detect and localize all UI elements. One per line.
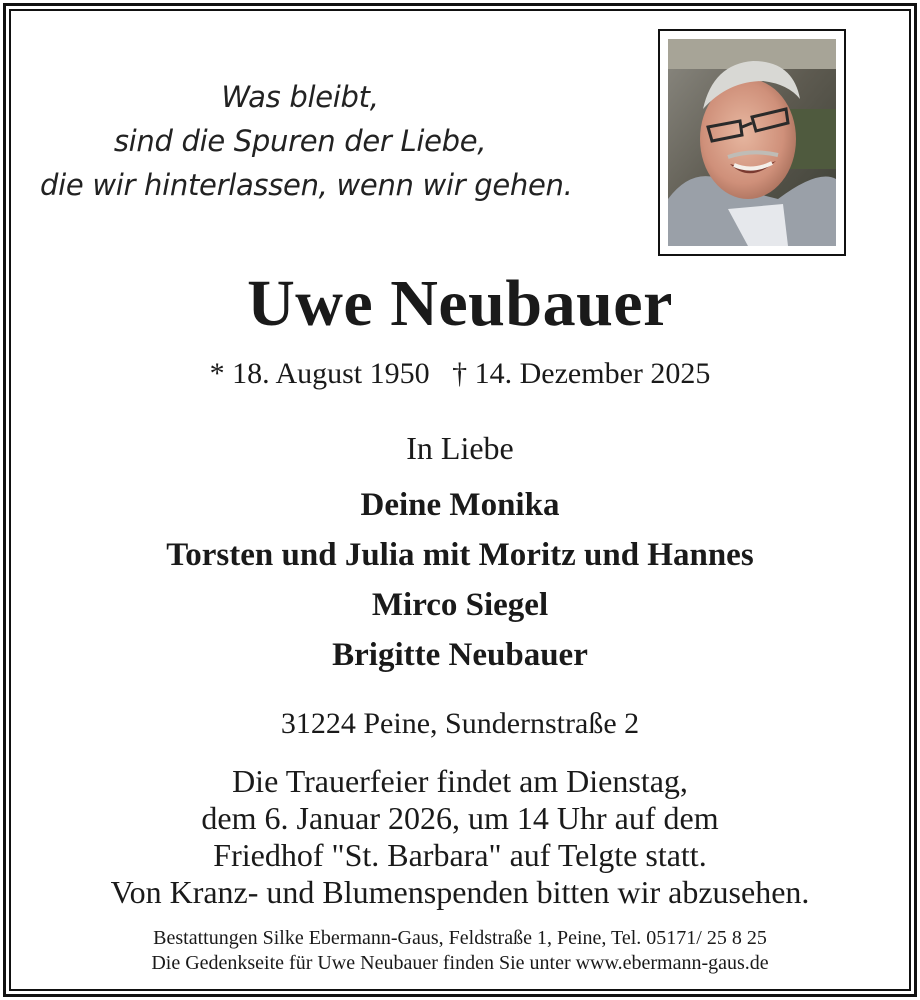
mourner-name: Torsten und Julia mit Moritz und Hannes	[166, 537, 754, 573]
footer-line: Bestattungen Silke Ebermann-Gaus, Feldstraße 1, Peine, Tel. 05171/ 25 8 25	[153, 927, 767, 949]
memorial-quote	[40, 75, 573, 207]
quote-line: Was bleibt,	[221, 80, 379, 114]
deceased-name: Uwe Neubauer	[247, 267, 673, 340]
portrait-photo-frame	[658, 29, 846, 256]
ceremony-line: Die Trauerfeier findet am Dienstag,	[232, 763, 688, 799]
mourners-list	[0, 480, 920, 680]
mourner-name: Mirco Siegel	[371, 587, 549, 623]
footer-line: Die Gedenkseite für Uwe Neubauer finden Sie unter www.ebermann-gaus.de	[151, 952, 769, 974]
ceremony-line: Friedhof "St. Barbara" auf Telgte statt.	[213, 837, 707, 873]
family-address: 31224 Peine, Sundernstraße 2	[280, 707, 640, 740]
quote-line: sind die Spuren der Liebe,	[113, 124, 487, 158]
mourners-intro: In Liebe	[406, 430, 514, 466]
ceremony-notice	[0, 763, 920, 911]
funeral-home-footer	[0, 926, 920, 976]
ceremony-line: Von Kranz- und Blumenspenden bitten wir abzusehen.	[110, 874, 810, 910]
mourner-name: Deine Monika	[360, 487, 560, 523]
portrait-photo	[668, 39, 836, 246]
quote-line: die wir hinterlassen, wenn wir gehen.	[40, 168, 573, 202]
ceremony-line: dem 6. Januar 2026, um 14 Uhr auf dem	[201, 800, 719, 836]
portrait-image	[668, 39, 836, 246]
life-dates: * 18. August 1950 † 14. Dezember 2025	[209, 357, 711, 390]
mourner-name: Brigitte Neubauer	[332, 637, 588, 673]
